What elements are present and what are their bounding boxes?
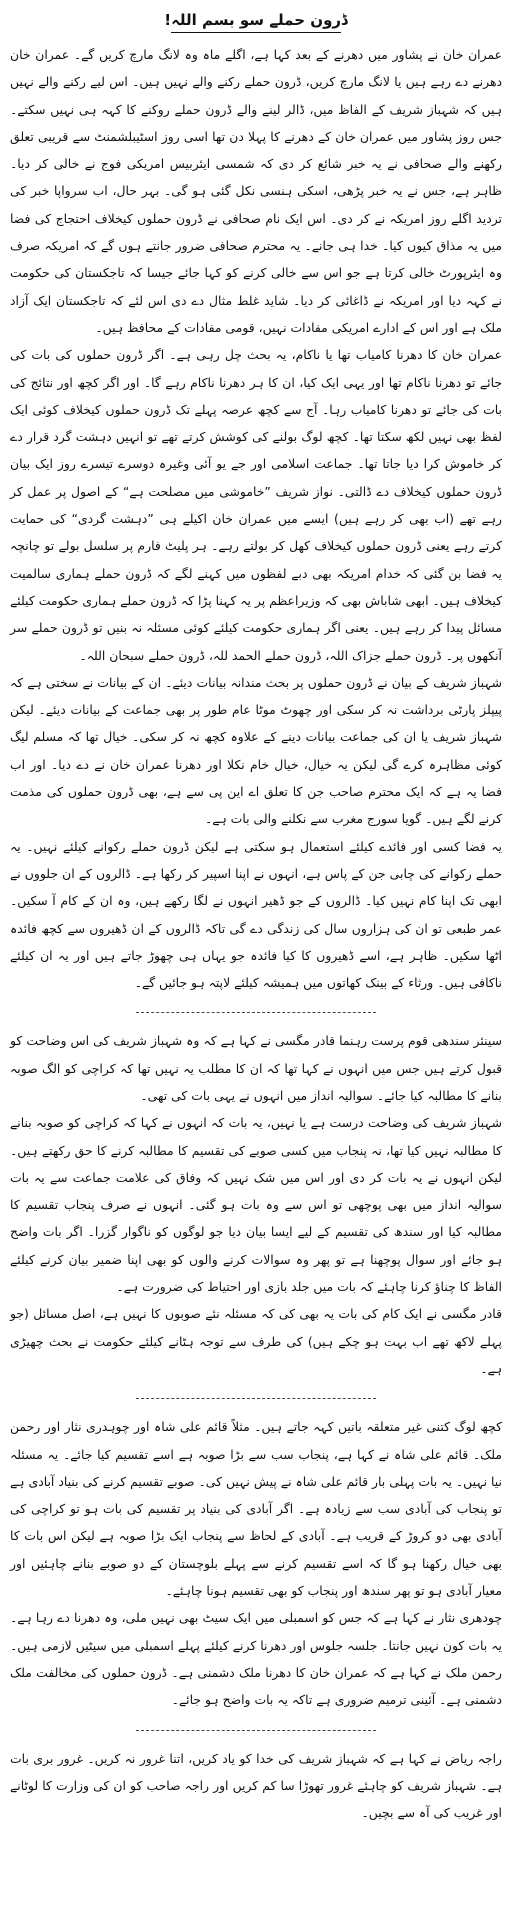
- section-provinces: [10, 1027, 502, 1382]
- article-headline: ڈرون حملے سو بسم اللہ!: [164, 11, 348, 29]
- section-drone-strikes: [10, 41, 502, 996]
- paragraph: عمران خان کا دھرنا کامیاب تھا یا ناکام، یہ بحث چل رہی ہے۔ اگر ڈرون حملوں کی بات کی جائے تو دھرنا ناکام تھا اور یہی ایک کیا، ان کا ہر دھرنا ناکام رہے گا۔ اور اگر کچھ اور نتائج کی بات کی جائے تو دھرنا کامیاب رہا۔ آج سے کچھ عرصہ پہلے تک ڈرون حملوں کیخلاف کوئی ایک لفظ بھی نہیں لکھ سکتا تھا۔ کچھ لوگ بولنے کی کوشش کرتے تھے تو انہیں دہشت گرد قرار دے کر خاموش کرا دیا جاتا تھا۔ جماعت اسلامی اور جے یو آئی وغیرہ دوسرے تیسرے روز ایک بیان ڈرون حملوں کیخلاف دے ڈالتی۔ نواز شریف ”خاموشی میں مصلحت ہے“ کے اصول پر عمل کر رہے تھے (اب بھی کر رہے ہیں) ایسے میں عمران خان اکیلے ہی ”دہشت گردی“ کی حمایت کرتے رہے یعنی ڈرون حملوں کیخلاف کھل کر بولتے رہے۔ ہر پلیٹ فارم پر سلسل بولے تو چانچہ یہ فضا بن گئی کہ خدام امریکہ بھی دبے لفظوں میں کہنے لگے کہ ڈرون حملے ہماری سالمیت کیخلاف ہیں۔ ابھی شاباش بھی کہ وزیراعظم پر یہ کہنا پڑا کہ ڈرون حملے ہماری حکومت کیلئے مسائل پیدا کر رہے ہیں۔ یعنی اگر ہماری حکومت کیلئے کوئی مسئلہ نہ بنیں تو ڈرون حملے سر آنکھوں پر۔ ڈرون حملے جزاک اللہ، ڈرون حملے الحمد للہ، ڈرون حملے سبحان اللہ۔: [10, 347, 502, 663]
- section-divider: [136, 1398, 376, 1399]
- paragraph: یہ فضا کسی اور فائدے کیلئے استعمال ہو سکتی ہے لیکن ڈرون حملے رکوانے کیلئے نہیں۔ یہ حملے رکوانے کی چابی جن کے پاس ہے، انہوں نے اپنا اسپیر کر رکھا ہے۔ ڈالروں کے ان جلووں نے ابھی تک اپنا کام نہیں کیا۔ ڈالروں کے جو ڈھیر انہوں نے لگا رکھے ہیں، وہ ان کے کام آ سکیں۔ عمر طبعی تو ان کی ہزاروں سال کی زندگی دے گی تاکہ ڈالروں کے ان ڈھیروں سے کچھ فائدہ اٹھا سکیں۔ ظاہر ہے، اسے ڈھیروں کا کیا فائدہ جو یہاں ہی چھوڑ جاتے ہیں اور یہ ان کیلئے ناکافی ہیں۔ ورثاء کے بینک کھاتوں میں ہمیشہ کیلئے لاپتہ ہو جائیں گے۔: [10, 838, 502, 991]
- headline-underline: [171, 32, 341, 33]
- section-raja-riaz: [10, 1745, 502, 1827]
- paragraph: سینئر سندھی قوم پرست رہنما قادر مگسی نے کہا ہے کہ وہ شہباز شریف کی اس وضاحت کو قبول کرتے ہیں جس میں انہوں نے کہا تھا کہ ان کا مطلب یہ نہیں تھا کہ کراچی کو الگ صوبہ بنانے کا مطالبہ کیا جائے۔ سوالیہ انداز میں انہوں نے یہی بات کی تھی۔: [10, 1033, 502, 1103]
- paragraph: چودھری نثار نے کہا ہے کہ جس کو اسمبلی میں ایک سیٹ بھی نہیں ملی، وہ دھرنا دے رہا ہے۔ یہ بات کون نہیں جانتا۔ جلسہ جلوس اور دھرنا کرنے کیلئے پہلے اسمبلی میں سیٹیں لازمی ہیں۔ رحمن ملک نے کہا ہے کہ عمران خان کا دھرنا ملک دشمنی ہے۔ ڈرون حملوں کی مخالفت ملک دشمنی ہے۔ آئینی ترمیم ضروری ہے تاکہ یہ بات واضح ہو جائے۔: [10, 1610, 502, 1708]
- paragraph: شہباز شریف کی وضاحت درست ہے یا نہیں، یہ بات کہ انہوں نے کہا کہ کراچی کو صوبہ بنانے کا مطالبہ نہیں کیا تھا، نہ پنجاب میں کسی صوبے کی تقسیم کا مطالبہ کرنے کا حق رکھتے ہیں۔ لیکن انہوں نے یہ بات کر دی اور اس میں شک نہیں کہ وفاق کی علامت جماعت سے یہ بات سوالیہ انداز میں بھی پوچھی تو اس سے وہ بات ہو گئی۔ انہوں نے صرف پنجاب تقسیم کا مطالبہ کیا اور سندھ کی تقسیم کے لیے ایسا بیان دیا جو لوگوں کو ناگوار گزرا۔ اگر بات واضح ہو جائے اور سوال پوچھنا ہے تو پھر وہ سوالات کرنے والوں کو بھی اپنا ضمیر بیان کرنے کیلئے الفاظ کا چناؤ کرنا چاہئے کہ بات میں جلد بازی اور احتیاط کی ضرورت ہے۔: [10, 1115, 502, 1295]
- paragraph: کچھ لوگ کتنی غیر متعلقہ باتیں کہہ جاتے ہیں۔ مثلاً قائم علی شاہ اور چوہدری نثار اور رحمن ملک۔ قائم علی شاہ نے کہا ہے، پنجاب سب سے بڑا صوبہ ہے اسے تقسیم کیا جائے۔ یہ مسئلہ نیا نہیں۔ یہ بات پہلی بار قائم علی شاہ نے پیش نہیں کی۔ صوبے تقسیم کرنے کی بنیاد آبادی ہے تو پنجاب کی آبادی سب سے زیادہ ہے۔ اگر آبادی کی بنیاد پر تقسیم کی بات ہو تو کراچی کی آبادی بھی دو کروڑ کے قریب ہے۔ آبادی کے لحاظ سے پنجاب ایک بڑا صوبہ ہے لیکن اس بات کا بھی خیال رکھنا ہو گا کہ اسے تقسیم کرنے سے پہلے بلوچستان کے دو صوبے بنانے چاہئیں اور معیار آبادی ہو تو پھر سندھ اور پنجاب کو بھی تقسیم ہونا چاہئے۔: [10, 1419, 502, 1599]
- section-divider: [136, 1012, 376, 1013]
- section-divider: [136, 1730, 376, 1731]
- paragraph: عمران خان نے پشاور میں دھرنے کے بعد کہا ہے، اگلے ماہ وہ لانگ مارچ کریں گے۔ عمران خان دھرنے دے رہے ہیں یا لانگ مارچ کریں، ڈرون حملے رکنے والے نہیں ہیں۔ اس لیے رکنے والے نہیں ہیں کہ شہباز شریف کے الفاظ میں، ڈالر لینے والے ڈرون حملے روکنے کا کہہ ہی نہیں سکتے۔ جس روز پشاور میں عمران خان کے دھرنے کا پہلا دن تھا اسی روز اسٹیبلشمنٹ سے قریبی تعلق رکھنے والے صحافی نے یہ خبر شائع کر دی کہ شمسی ایئربیس امریکی فوج نے خالی کر دیا۔ ظاہر ہے، جس نے یہ خبر پڑھی، اسکی ہنسی نکل گئی ہو گی۔ بہر حال، اب سرواپا خبر کی تردید اگلے روز امریکہ نے کر دی۔ اس ایک نام صحافی نے ڈرون حملوں کیخلاف احتجاج کی فضا میں یہ مذاق کیوں کیا۔ خدا ہی جانے۔ یہ محترم صحافی ضرور جانتے ہوں گے کہ امریکہ صرف وہ ایئرپورٹ خالی کرتا ہے جو اس سے خالی کرنے کو کہا جائے جیسا کہ تاجکستان کی حکومت نے کہہ دیا اور امریکہ نے ڈاغائی کر دیا۔ شاید غلط مثال دے دی اس لئے کہ تاجکستان ایک آزاد ملک ہے اور اس کے ادارے امریکی مفادات نہیں، قومی مفادات کے محافظ ہیں۔: [10, 47, 502, 335]
- paragraph: راجہ ریاض نے کہا ہے کہ شہباز شریف کی خدا کو یاد کریں، اتنا غرور نہ کریں۔ غرور بری بات ہے۔ شہباز شریف کو چاہئے غرور تھوڑا سا کم کریں اور راجہ صاحب کو ان کی وزارت کا لوٹانے اور غریب کی آہ سے بچیں۔: [10, 1750, 502, 1821]
- paragraph: قادر مگسی نے ایک کام کی بات یہ بھی کی کہ مسئلہ نئے صوبوں کا نہیں ہے، اصل مسائل (جو پہلے لاکھ تھے اب بہت ہو چکے ہیں) کی طرف سے توجہ ہٹانے کیلئے حکومت نے بحث چھیڑی ہے۔: [10, 1306, 502, 1376]
- paragraph: شہباز شریف کے بیان نے ڈرون حملوں پر بحث مندانہ بیانات دیئے۔ ان کے بیانات نے سختی ہے کہ پیپلز پارٹی برداشت نہ کر سکی اور چھوٹ موٹا عام طور پر بھی جماعت کے بیانات دیئے۔ لیکن شہباز شریف یا ان کی جماعت بیانات دینے کے علاوہ کچھ نہ کر سکی۔ خیال تھا کہ مسلم لیگ کوئی مظاہرہ کرے گی لیکن یہ خیال، خیال خام نکلا اور دھرنا عمران خان نے دے دیا۔ اور اب فضا یہ ہے کہ ایک محترم صاحب جن کا تعلق اے این پی سے ہے، بھی ڈرون حملوں کی مذمت کرنے لگے ہیں۔ گویا سورج مغرب سے نکلنے والی بات ہے۔: [10, 674, 502, 827]
- section-statements: [10, 1413, 502, 1713]
